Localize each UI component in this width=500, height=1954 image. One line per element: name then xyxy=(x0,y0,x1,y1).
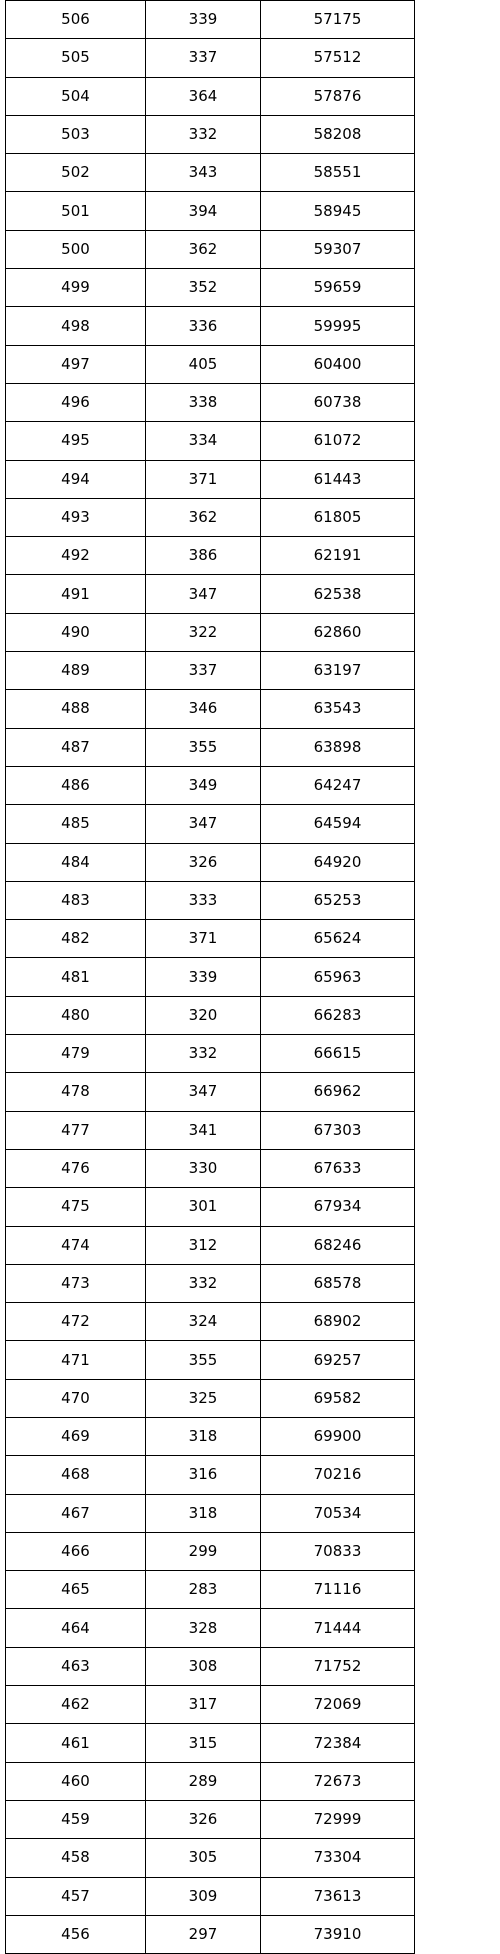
table-row xyxy=(6,1226,415,1264)
count-cell: 338 xyxy=(146,383,261,421)
index-cell: 498 xyxy=(6,307,146,345)
index-cell: 475 xyxy=(6,1188,146,1226)
count-cell: 305 xyxy=(146,1839,261,1877)
count-cell: 333 xyxy=(146,881,261,919)
count-cell: 362 xyxy=(146,230,261,268)
count-cell: 341 xyxy=(146,1111,261,1149)
cumulative-cell: 64594 xyxy=(261,805,415,843)
cumulative-cell: 65624 xyxy=(261,920,415,958)
index-cell: 464 xyxy=(6,1609,146,1647)
cumulative-cell: 73910 xyxy=(261,1915,415,1953)
count-cell: 349 xyxy=(146,766,261,804)
table-row xyxy=(6,1149,415,1187)
count-cell: 326 xyxy=(146,843,261,881)
cumulative-cell: 67633 xyxy=(261,1149,415,1187)
count-cell: 297 xyxy=(146,1915,261,1953)
cumulative-cell: 59307 xyxy=(261,230,415,268)
table-row xyxy=(6,575,415,613)
cumulative-cell: 69257 xyxy=(261,1341,415,1379)
cumulative-cell: 69582 xyxy=(261,1379,415,1417)
cumulative-cell: 66962 xyxy=(261,1073,415,1111)
cumulative-cell: 72673 xyxy=(261,1762,415,1800)
table-row xyxy=(6,1609,415,1647)
table-row xyxy=(6,39,415,77)
count-cell: 352 xyxy=(146,269,261,307)
index-cell: 503 xyxy=(6,115,146,153)
cumulative-cell: 68902 xyxy=(261,1303,415,1341)
cumulative-cell: 58551 xyxy=(261,154,415,192)
table-row xyxy=(6,230,415,268)
count-cell: 320 xyxy=(146,996,261,1034)
cumulative-cell: 61443 xyxy=(261,460,415,498)
count-cell: 317 xyxy=(146,1686,261,1724)
cumulative-cell: 58208 xyxy=(261,115,415,153)
cumulative-cell: 59659 xyxy=(261,269,415,307)
table-row xyxy=(6,1762,415,1800)
cumulative-cell: 61805 xyxy=(261,498,415,536)
count-cell: 355 xyxy=(146,728,261,766)
count-cell: 405 xyxy=(146,345,261,383)
count-cell: 315 xyxy=(146,1724,261,1762)
cumulative-cell: 65253 xyxy=(261,881,415,919)
index-cell: 493 xyxy=(6,498,146,536)
index-cell: 458 xyxy=(6,1839,146,1877)
count-cell: 309 xyxy=(146,1877,261,1915)
cumulative-cell: 60738 xyxy=(261,383,415,421)
index-cell: 477 xyxy=(6,1111,146,1149)
table-row xyxy=(6,613,415,651)
index-cell: 492 xyxy=(6,537,146,575)
table-row xyxy=(6,192,415,230)
count-cell: 299 xyxy=(146,1532,261,1570)
index-cell: 499 xyxy=(6,269,146,307)
index-cell: 469 xyxy=(6,1417,146,1455)
count-cell: 337 xyxy=(146,39,261,77)
count-cell: 371 xyxy=(146,460,261,498)
table-row xyxy=(6,1188,415,1226)
count-cell: 318 xyxy=(146,1494,261,1532)
cumulative-cell: 62191 xyxy=(261,537,415,575)
index-cell: 468 xyxy=(6,1456,146,1494)
table-row xyxy=(6,345,415,383)
cumulative-cell: 57175 xyxy=(261,1,415,39)
cumulative-cell: 70833 xyxy=(261,1532,415,1570)
index-cell: 470 xyxy=(6,1379,146,1417)
table-row xyxy=(6,1839,415,1877)
cumulative-cell: 65963 xyxy=(261,958,415,996)
cumulative-cell: 63197 xyxy=(261,652,415,690)
index-cell: 506 xyxy=(6,1,146,39)
index-cell: 501 xyxy=(6,192,146,230)
count-cell: 347 xyxy=(146,1073,261,1111)
cumulative-cell: 61072 xyxy=(261,422,415,460)
index-cell: 480 xyxy=(6,996,146,1034)
table-row xyxy=(6,537,415,575)
index-cell: 497 xyxy=(6,345,146,383)
index-cell: 491 xyxy=(6,575,146,613)
count-cell: 334 xyxy=(146,422,261,460)
table-row xyxy=(6,766,415,804)
index-cell: 472 xyxy=(6,1303,146,1341)
table-row xyxy=(6,958,415,996)
cumulative-cell: 64247 xyxy=(261,766,415,804)
index-cell: 486 xyxy=(6,766,146,804)
index-cell: 474 xyxy=(6,1226,146,1264)
count-cell: 336 xyxy=(146,307,261,345)
cumulative-cell: 66615 xyxy=(261,1035,415,1073)
table-row xyxy=(6,1111,415,1149)
count-cell: 347 xyxy=(146,805,261,843)
index-cell: 502 xyxy=(6,154,146,192)
table-row xyxy=(6,1456,415,1494)
index-cell: 459 xyxy=(6,1800,146,1838)
table-row xyxy=(6,1341,415,1379)
count-cell: 326 xyxy=(146,1800,261,1838)
index-cell: 482 xyxy=(6,920,146,958)
index-cell: 483 xyxy=(6,881,146,919)
index-cell: 487 xyxy=(6,728,146,766)
index-cell: 467 xyxy=(6,1494,146,1532)
cumulative-cell: 73613 xyxy=(261,1877,415,1915)
table-row xyxy=(6,1264,415,1302)
table-row xyxy=(6,1532,415,1570)
count-cell: 301 xyxy=(146,1188,261,1226)
table-row xyxy=(6,498,415,536)
count-cell: 394 xyxy=(146,192,261,230)
cumulative-cell: 60400 xyxy=(261,345,415,383)
index-cell: 465 xyxy=(6,1571,146,1609)
count-cell: 289 xyxy=(146,1762,261,1800)
index-cell: 461 xyxy=(6,1724,146,1762)
cumulative-cell: 62860 xyxy=(261,613,415,651)
index-cell: 488 xyxy=(6,690,146,728)
cumulative-cell: 57512 xyxy=(261,39,415,77)
table-row xyxy=(6,269,415,307)
index-cell: 466 xyxy=(6,1532,146,1570)
count-cell: 343 xyxy=(146,154,261,192)
cumulative-cell: 73304 xyxy=(261,1839,415,1877)
table-row xyxy=(6,1073,415,1111)
index-cell: 473 xyxy=(6,1264,146,1302)
index-cell: 457 xyxy=(6,1877,146,1915)
cumulative-cell: 72384 xyxy=(261,1724,415,1762)
table-row xyxy=(6,1035,415,1073)
index-cell: 500 xyxy=(6,230,146,268)
cumulative-cell: 70534 xyxy=(261,1494,415,1532)
table-row xyxy=(6,1303,415,1341)
table-row xyxy=(6,1494,415,1532)
count-cell: 347 xyxy=(146,575,261,613)
index-cell: 489 xyxy=(6,652,146,690)
index-cell: 479 xyxy=(6,1035,146,1073)
count-cell: 364 xyxy=(146,77,261,115)
count-cell: 325 xyxy=(146,1379,261,1417)
data-table xyxy=(5,0,415,1954)
index-cell: 495 xyxy=(6,422,146,460)
cumulative-cell: 67303 xyxy=(261,1111,415,1149)
table-row xyxy=(6,115,415,153)
table-row xyxy=(6,1800,415,1838)
cumulative-cell: 66283 xyxy=(261,996,415,1034)
table-row xyxy=(6,422,415,460)
cumulative-cell: 63543 xyxy=(261,690,415,728)
index-cell: 496 xyxy=(6,383,146,421)
cumulative-cell: 57876 xyxy=(261,77,415,115)
index-cell: 478 xyxy=(6,1073,146,1111)
table-row xyxy=(6,1647,415,1685)
count-cell: 355 xyxy=(146,1341,261,1379)
table-row xyxy=(6,1724,415,1762)
index-cell: 490 xyxy=(6,613,146,651)
count-cell: 324 xyxy=(146,1303,261,1341)
table-row xyxy=(6,881,415,919)
table-row xyxy=(6,307,415,345)
count-cell: 322 xyxy=(146,613,261,651)
cumulative-cell: 72069 xyxy=(261,1686,415,1724)
count-cell: 339 xyxy=(146,1,261,39)
cumulative-cell: 70216 xyxy=(261,1456,415,1494)
index-cell: 471 xyxy=(6,1341,146,1379)
cumulative-cell: 71752 xyxy=(261,1647,415,1685)
cumulative-cell: 71444 xyxy=(261,1609,415,1647)
count-cell: 332 xyxy=(146,1264,261,1302)
cumulative-cell: 68246 xyxy=(261,1226,415,1264)
count-cell: 308 xyxy=(146,1647,261,1685)
table-row xyxy=(6,383,415,421)
count-cell: 337 xyxy=(146,652,261,690)
table-row xyxy=(6,652,415,690)
table-row xyxy=(6,1379,415,1417)
index-cell: 481 xyxy=(6,958,146,996)
count-cell: 328 xyxy=(146,1609,261,1647)
cumulative-cell: 67934 xyxy=(261,1188,415,1226)
table-row xyxy=(6,77,415,115)
index-cell: 485 xyxy=(6,805,146,843)
count-cell: 332 xyxy=(146,1035,261,1073)
cumulative-cell: 68578 xyxy=(261,1264,415,1302)
count-cell: 312 xyxy=(146,1226,261,1264)
count-cell: 332 xyxy=(146,115,261,153)
table-row xyxy=(6,996,415,1034)
table-body xyxy=(6,1,415,1954)
table-row xyxy=(6,1915,415,1953)
count-cell: 346 xyxy=(146,690,261,728)
table-row xyxy=(6,1877,415,1915)
cumulative-cell: 72999 xyxy=(261,1800,415,1838)
table-row xyxy=(6,1417,415,1455)
index-cell: 505 xyxy=(6,39,146,77)
count-cell: 362 xyxy=(146,498,261,536)
count-cell: 318 xyxy=(146,1417,261,1455)
count-cell: 316 xyxy=(146,1456,261,1494)
count-cell: 330 xyxy=(146,1149,261,1187)
index-cell: 460 xyxy=(6,1762,146,1800)
index-cell: 494 xyxy=(6,460,146,498)
table-row xyxy=(6,460,415,498)
index-cell: 484 xyxy=(6,843,146,881)
index-cell: 456 xyxy=(6,1915,146,1953)
count-cell: 371 xyxy=(146,920,261,958)
cumulative-cell: 58945 xyxy=(261,192,415,230)
table-row xyxy=(6,1571,415,1609)
table-row xyxy=(6,843,415,881)
cumulative-cell: 71116 xyxy=(261,1571,415,1609)
index-cell: 463 xyxy=(6,1647,146,1685)
cumulative-cell: 59995 xyxy=(261,307,415,345)
cumulative-cell: 69900 xyxy=(261,1417,415,1455)
count-cell: 283 xyxy=(146,1571,261,1609)
cumulative-cell: 64920 xyxy=(261,843,415,881)
cumulative-cell: 62538 xyxy=(261,575,415,613)
count-cell: 339 xyxy=(146,958,261,996)
table-row xyxy=(6,154,415,192)
table-row xyxy=(6,1686,415,1724)
table-row xyxy=(6,690,415,728)
cumulative-cell: 63898 xyxy=(261,728,415,766)
count-cell: 386 xyxy=(146,537,261,575)
table-row xyxy=(6,1,415,39)
table-row xyxy=(6,728,415,766)
table-row xyxy=(6,920,415,958)
index-cell: 462 xyxy=(6,1686,146,1724)
table-row xyxy=(6,805,415,843)
index-cell: 476 xyxy=(6,1149,146,1187)
index-cell: 504 xyxy=(6,77,146,115)
